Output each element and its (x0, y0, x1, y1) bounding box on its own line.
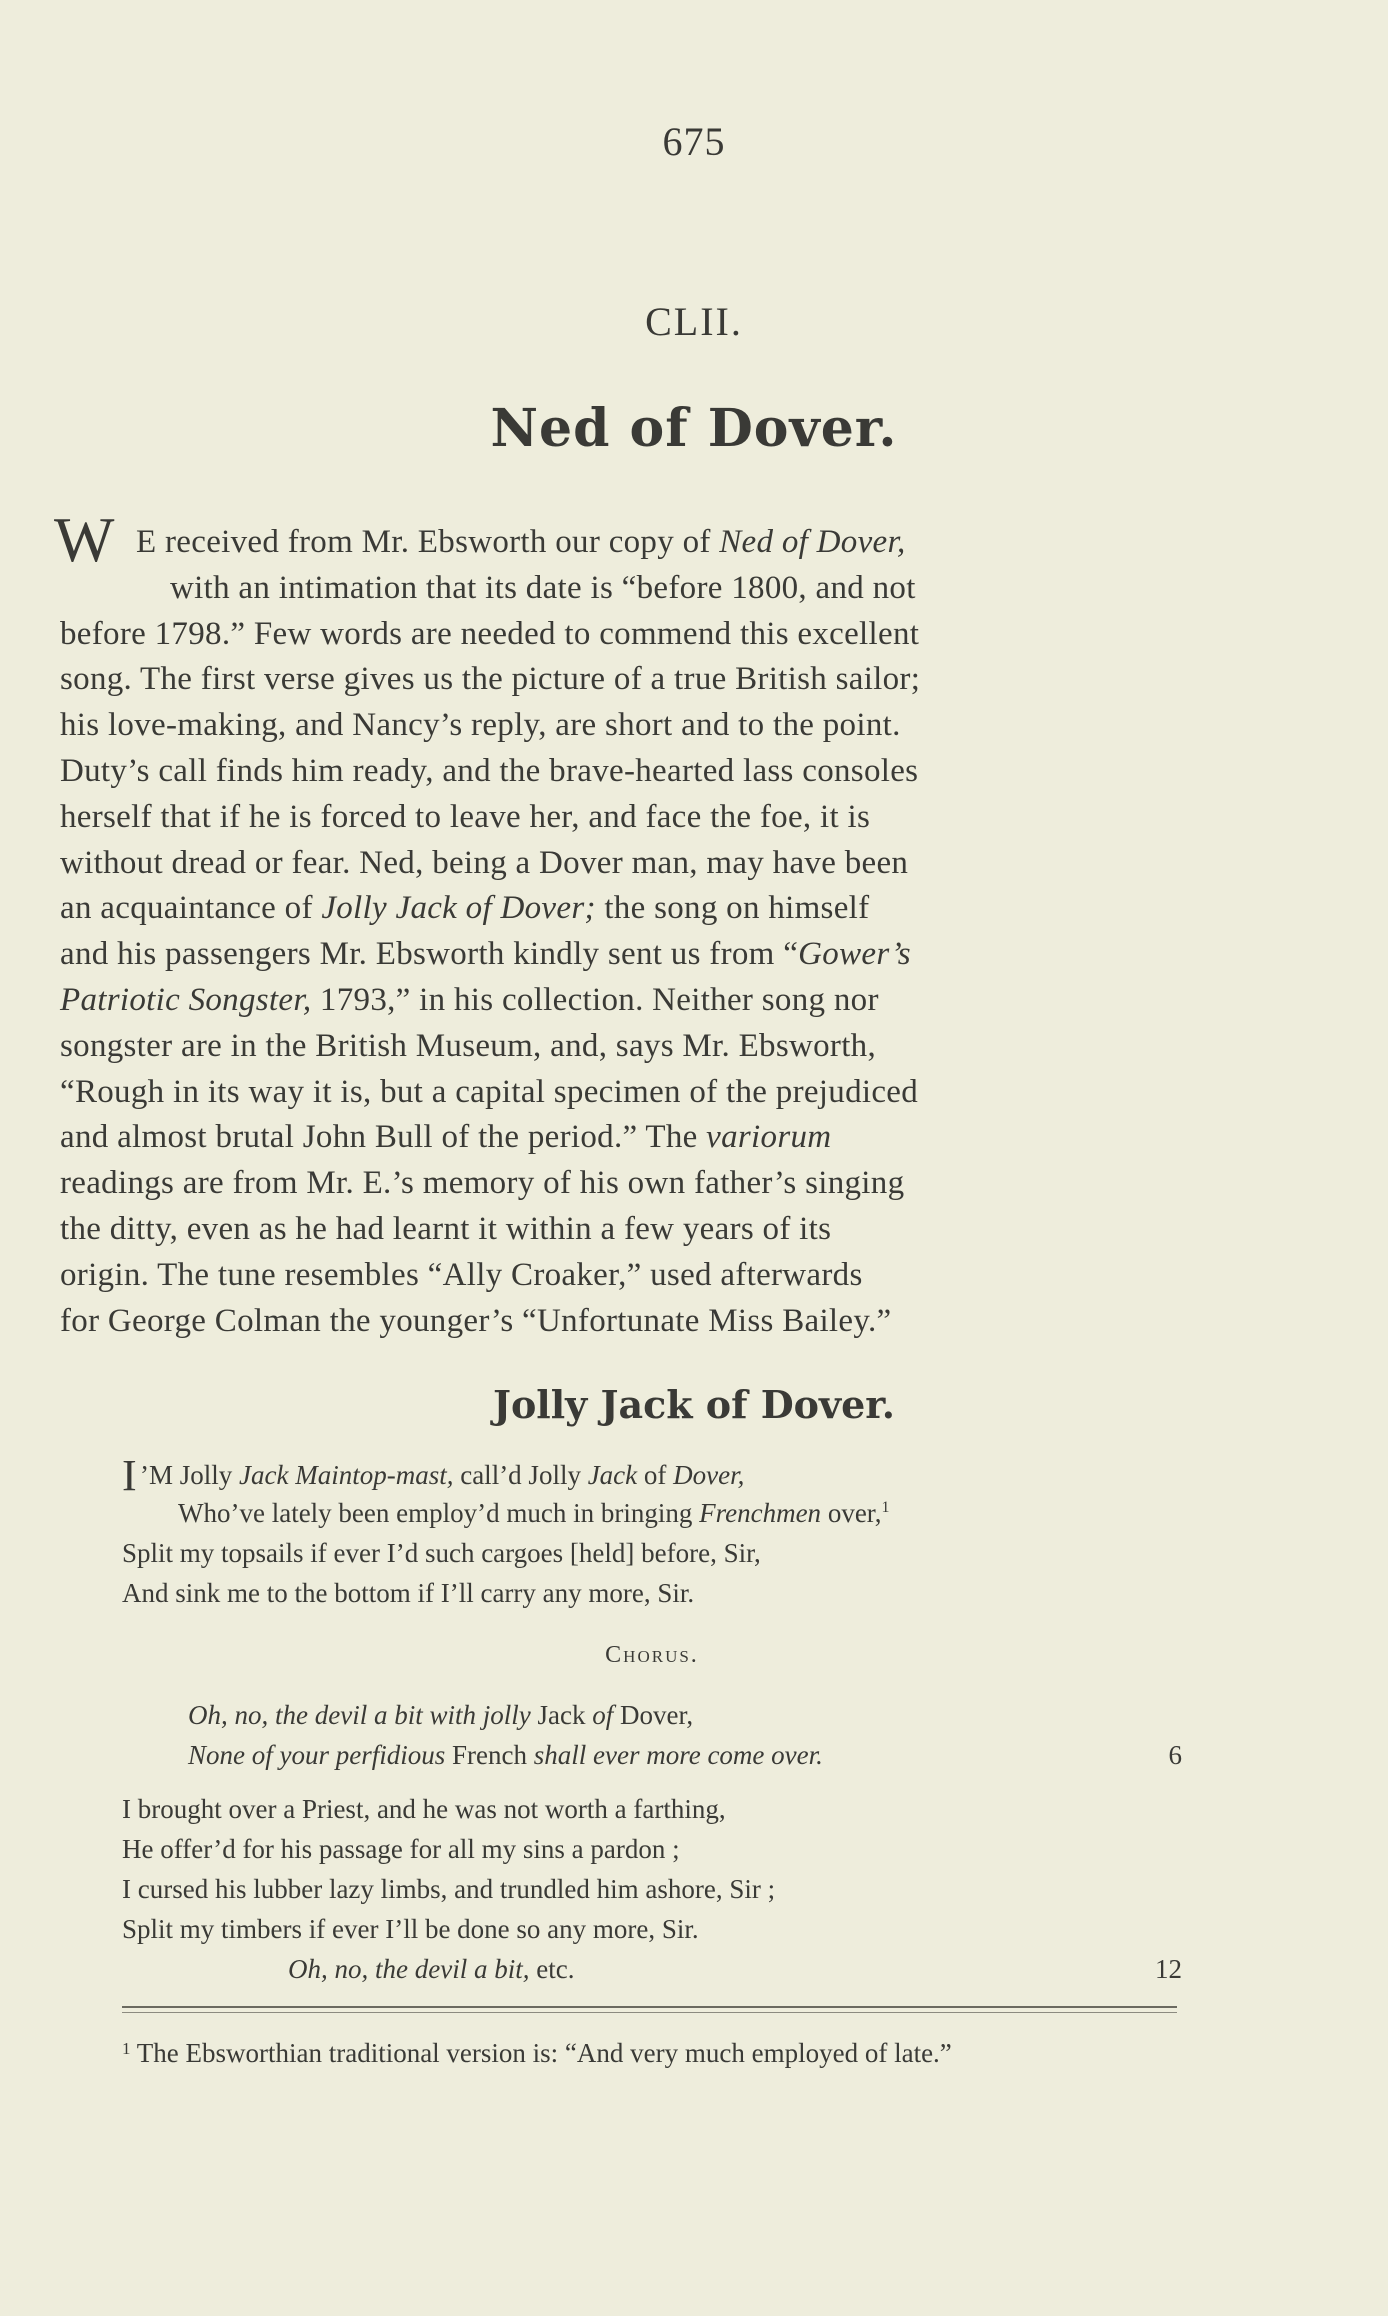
chorus-line: Oh, no, the devil a bit with jolly Jack of Dover, (188, 1700, 694, 1730)
poem-line: Oh, no, the devil a bit, etc. (288, 1954, 575, 1984)
song-subtitle: Jolly Jack of Dover. (492, 1382, 896, 1427)
intro-line: readings are from Mr. E.’s memory of his own father’s singing (60, 1165, 905, 1202)
chorus-line: None of your perfidious French shall ever more come over. (188, 1740, 823, 1770)
footnote-rule (122, 2006, 1177, 2008)
intro-line: “Rough in its way it is, but a capital specimen of the prejudiced (60, 1073, 919, 1110)
intro-line: before 1798.” Few words are needed to commend this excellent (60, 615, 920, 652)
intro-line: for George Colman the younger’s “Unfortunate Miss Bailey.” (60, 1302, 892, 1339)
footnote-mark: 1 (122, 2039, 131, 2058)
line-number: 12 (1155, 1954, 1182, 1984)
footnote-ref: 1 (881, 1499, 890, 1516)
poem-line: I brought over a Priest, and he was not worth a farthing, (122, 1794, 726, 1824)
intro-paragraph (54, 504, 1180, 1344)
intro-line: Patriotic Songster, 1793,” in his collection. Neither song nor (60, 981, 879, 1018)
intro-line: and almost brutal John Bull of the period.” The variorum (60, 1119, 832, 1156)
footnote-rule (122, 2012, 1177, 2013)
intro-line: herself that if he is forced to leave her, and face the foe, it is (60, 798, 871, 835)
intro-line: song. The first verse gives us the picture of a true British sailor; (60, 661, 921, 698)
line-number: 6 (1168, 1740, 1182, 1770)
footnote-text: The Ebsworthian traditional version is: “And very much employed of late.” (130, 2038, 952, 2068)
chorus-label: Chorus. (605, 1642, 699, 1668)
poem-line: And sink me to the bottom if I’ll carry any more, Sir. (122, 1578, 695, 1608)
footnote (122, 2038, 952, 2069)
page-number: 675 (662, 119, 726, 164)
intro-line: and his passengers Mr. Ebsworth kindly sent us from “Gower’s (60, 936, 911, 973)
poem-line: He offer’d for his passage for all my sins a pardon ; (122, 1834, 680, 1864)
intro-line: his love-making, and Nancy’s reply, are short and to the point. (60, 707, 901, 744)
poem-line: Split my timbers if ever I’ll be done so any more, Sir. (122, 1914, 699, 1944)
section-number: CLII. (645, 299, 743, 344)
poem-line: Split my topsails if ever I’d such cargoes [held] before, Sir, (122, 1538, 761, 1568)
intro-line: Duty’s call finds him ready, and the brave-hearted lass consoles (60, 752, 919, 789)
poem-line: I cursed his lubber lazy limbs, and trundled him ashore, Sir ; (122, 1874, 776, 1904)
drop-cap: W (54, 504, 115, 575)
intro-line: with an intimation that its date is “before 1800, and not (170, 569, 916, 606)
intro-line: an acquaintance of Jolly Jack of Dover; the song on himself (60, 890, 870, 927)
intro-line: origin. The tune resembles “Ally Croaker,” used afterwards (60, 1256, 863, 1293)
song-title: Ned of Dover. (490, 398, 898, 459)
intro-line: E received from Mr. Ebsworth our copy of Ned of Dover, (136, 524, 906, 560)
intro-line: songster are in the British Museum, and, says Mr. Ebsworth, (60, 1027, 877, 1064)
poem-line: I ’M Jolly Jack Maintop-mast, call’d Jolly Jack of Dover, (122, 1451, 745, 1500)
intro-line: the ditty, even as he had learnt it within a few years of its (60, 1210, 832, 1247)
poem-line: Who’ve lately been employ’d much in bringing Frenchmen over,$^1$ (178, 1498, 890, 1528)
intro-line: without dread or fear. Ned, being a Dover man, may have been (60, 844, 909, 881)
